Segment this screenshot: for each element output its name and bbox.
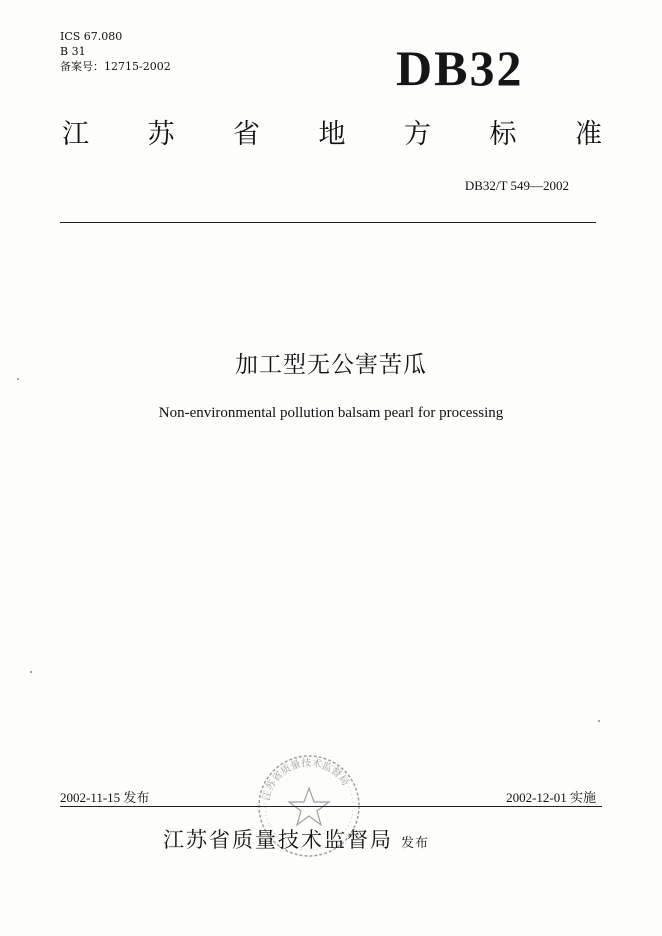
seal-text: 江苏省质量技术监督局: [261, 757, 351, 802]
category-char: 省: [233, 119, 260, 150]
scan-speck: [598, 720, 600, 722]
category-char: 方: [404, 119, 431, 150]
top-divider: [60, 222, 596, 223]
publisher-line: [163, 824, 429, 854]
classification-block: [60, 29, 171, 74]
ccs-code: B 31: [60, 45, 86, 58]
issue-date: 2002-11-15 发布: [60, 790, 150, 805]
scan-speck: [30, 671, 32, 673]
filing-number: 12715-2002: [104, 60, 171, 73]
bottom-divider: [60, 806, 602, 807]
category-char: 准: [575, 119, 602, 150]
document-title-english: Non-environmental pollution balsam pearl for processing: [158, 405, 504, 421]
standard-number: DB32/T 549—2002: [464, 178, 569, 193]
category-char: 地: [318, 119, 346, 150]
ics-code: ICS 67.080: [60, 30, 123, 43]
publisher-suffix: 发布: [401, 836, 430, 851]
category-char: 苏: [147, 119, 175, 150]
scan-speck: [17, 378, 19, 380]
category-char: 江: [62, 119, 89, 150]
implementation-date: 2002-12-01 实施: [506, 790, 596, 805]
filing-label: 备案号：: [60, 60, 104, 73]
standard-category: [62, 118, 602, 152]
standard-logo: DB32: [396, 40, 524, 96]
filing-line: [60, 59, 171, 74]
document-title-chinese: 加工型无公害苦瓜: [235, 352, 427, 378]
publisher-name: 江苏省质量技术监督局: [163, 828, 393, 852]
category-char: 标: [489, 119, 517, 150]
